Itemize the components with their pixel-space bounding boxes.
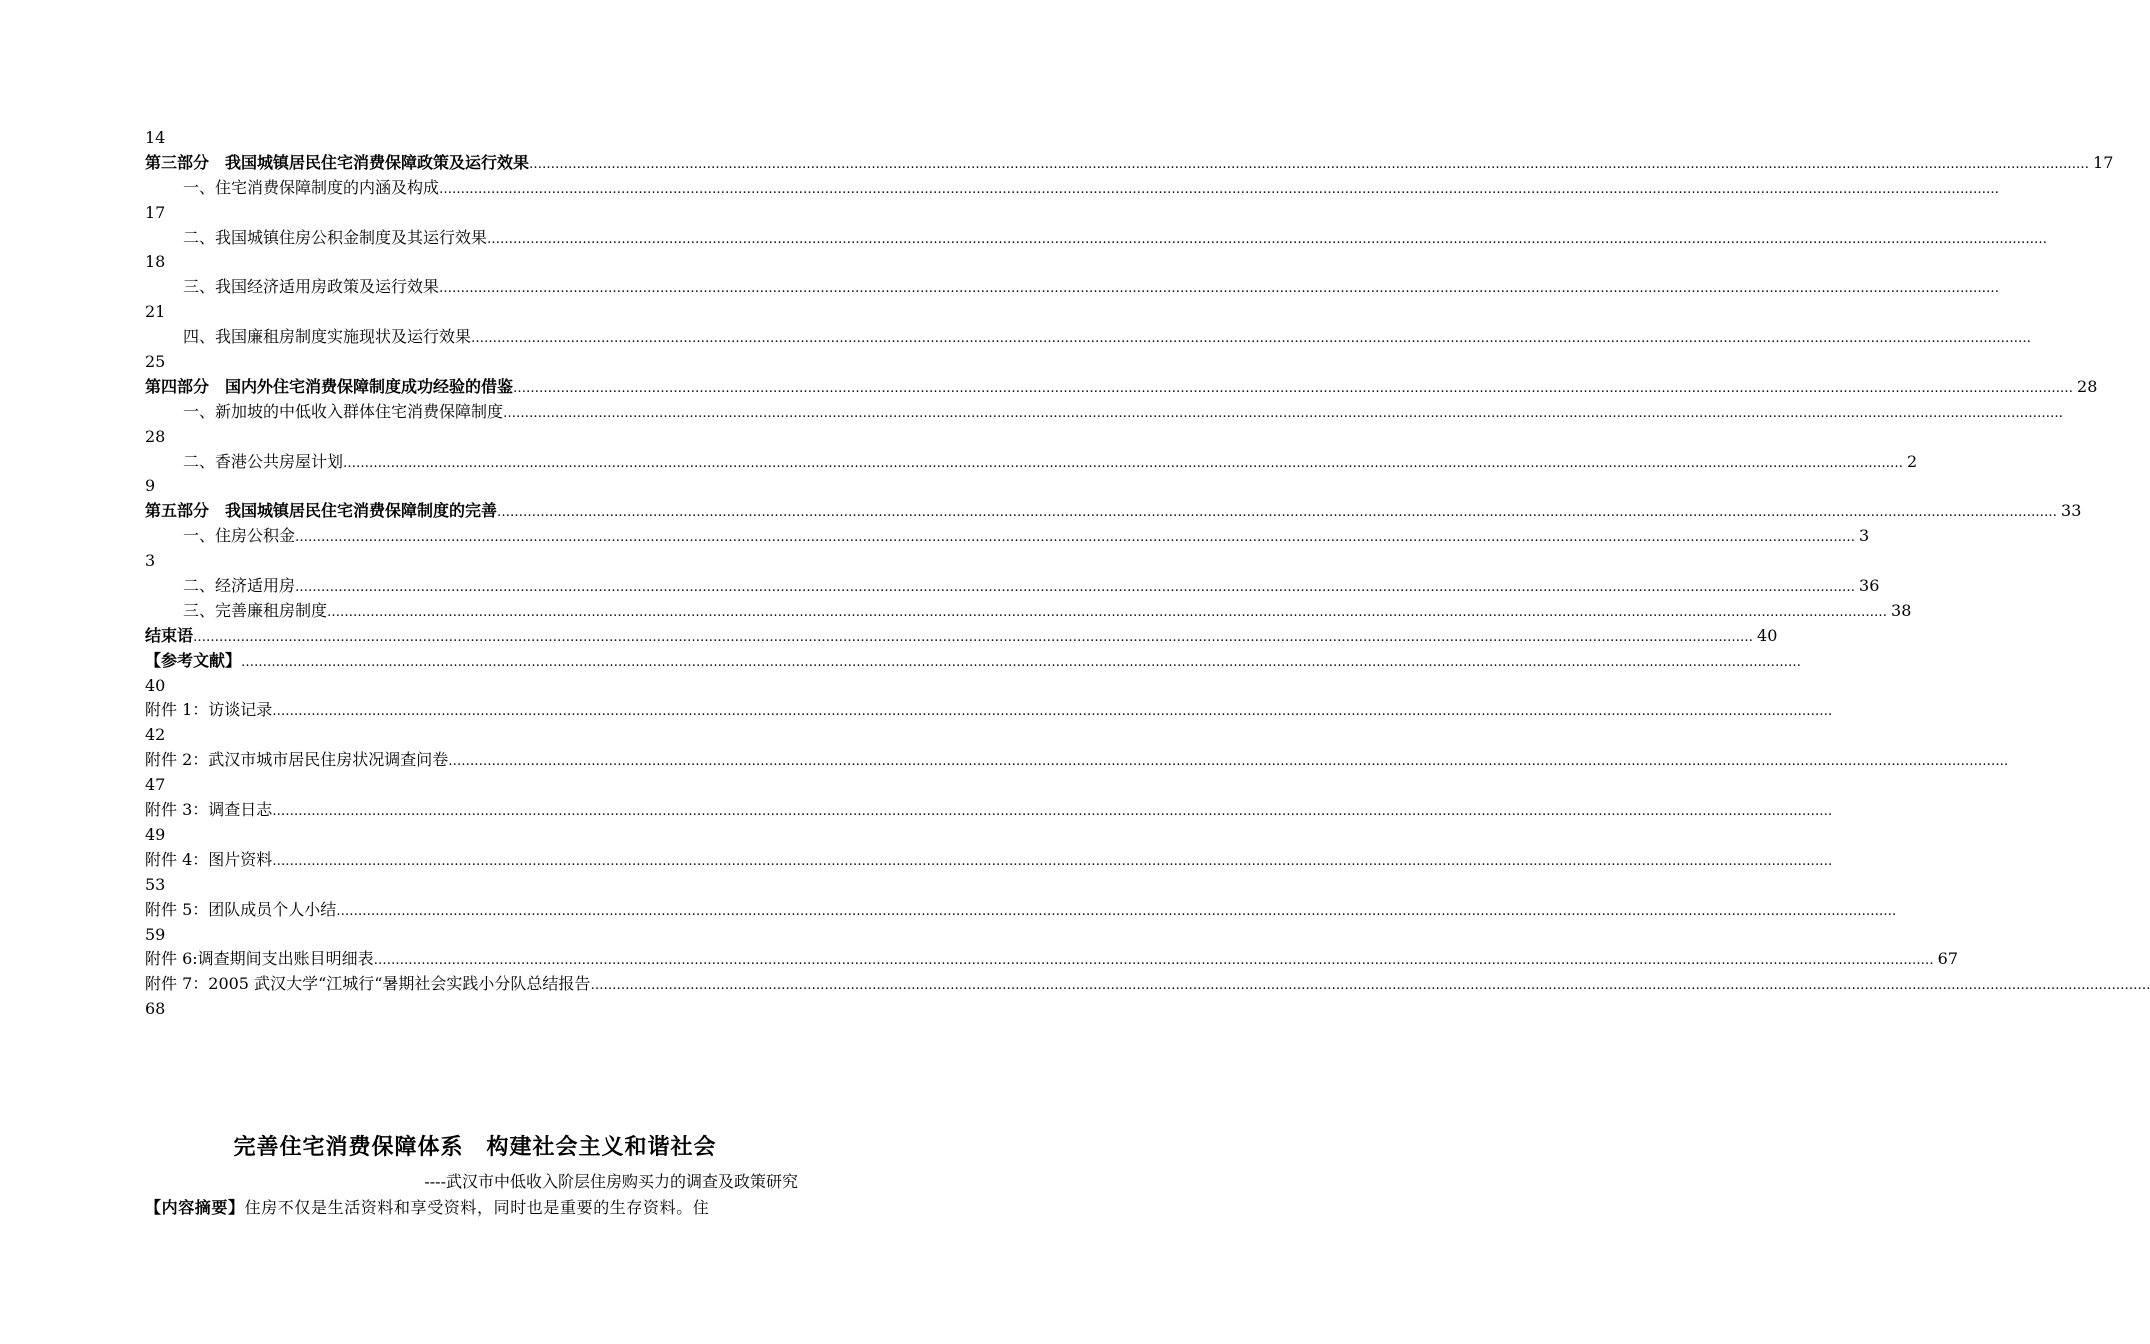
toc-line: [145, 599, 1912, 624]
toc-page-number: 9: [145, 476, 156, 496]
toc-page-number: 40: [145, 675, 166, 695]
toc-page-number: 49: [145, 824, 166, 844]
toc-page-number: 3: [1859, 526, 1870, 546]
toc-entry-label: 结束语: [145, 625, 194, 645]
toc-page-number: 28: [145, 426, 166, 446]
toc-page-number: 14: [145, 128, 166, 147]
toc-line: [145, 848, 1833, 873]
toc-dot-leader: ………………………………………………………………………………………………………………………………………………………………………………………………………………………………………………………………………………………………………………………………: [439, 281, 2000, 297]
toc-dot-leader: ………………………………………………………………………………………………………………………………………………………………………………………………………………………………………………………………………………………………………………………………: [487, 231, 2048, 247]
toc-dot-leader: ………………………………………………………………………………………………………………………………………………………………………………………………………………………………………………………………………………………………………………………………: [343, 455, 1904, 471]
toc-entry-label: 二、我国城镇住房公积金制度及其运行效果: [183, 227, 488, 247]
toc-page-number: 42: [145, 725, 166, 745]
toc-page-number: 36: [1859, 576, 1880, 596]
toc-line: [145, 176, 2000, 201]
toc-line: [145, 450, 1918, 475]
toc-entry-label: 一、新加坡的中低收入群体住宅消费保障制度: [183, 401, 504, 421]
table-of-contents: [145, 126, 2150, 1022]
toc-entry-label: 附件 1：访谈记录: [145, 700, 273, 720]
toc-line: [145, 748, 2009, 773]
document-title: 完善住宅消费保障体系 构建社会主义和谐社会: [233, 1135, 717, 1160]
toc-page-number: 28: [2077, 376, 2098, 396]
toc-dot-leader: ………………………………………………………………………………………………………………………………………………………………………………………………………………………………………………………………………………………………………………………………: [448, 754, 2009, 770]
toc-page-number: 38: [1891, 600, 1912, 620]
toc-line: [145, 300, 807, 325]
toc-dot-leader: ………………………………………………………………………………………………………………………………………………………………………………………………………………………………………………………………………………………………………………………………: [327, 604, 1888, 620]
toc-dot-leader: ………………………………………………………………………………………………………………………………………………………………………………………………………………………………………………………………………………………………………………………………: [503, 405, 2064, 421]
toc-page-number: 3: [145, 551, 156, 571]
toc-line: [145, 350, 807, 375]
toc-line: [145, 250, 807, 275]
toc-page-number: 53: [145, 874, 166, 894]
toc-entry-label: 附件 6:调查期间支出账目明细表: [145, 949, 374, 969]
toc-line: [145, 898, 1897, 923]
toc-page-number: 17: [2093, 152, 2114, 172]
toc-line: [145, 997, 807, 1022]
toc-entry-label: 附件 4：图片资料: [145, 849, 273, 869]
toc-line: [145, 325, 2032, 350]
toc-entry-label: 四、我国廉租房制度实施现状及运行效果: [183, 327, 472, 347]
toc-dot-leader: ………………………………………………………………………………………………………………………………………………………………………………………………………………………………………………………………………………………………………………………………: [193, 629, 1754, 645]
toc-entry-label: 附件 2：武汉市城市居民住房状况调查问卷: [145, 750, 449, 770]
toc-line: [145, 972, 2150, 997]
toc-page-number: 25: [145, 352, 166, 372]
toc-line: [145, 674, 807, 699]
toc-page-number: 18: [145, 252, 166, 272]
toc-line: [145, 574, 1880, 599]
abstract-label: 【内容摘要】: [145, 1198, 245, 1217]
toc-line: [145, 275, 2000, 300]
toc-dot-leader: ………………………………………………………………………………………………………………………………………………………………………………………………………………………………………………………………………………………………………………………………: [272, 704, 1833, 720]
toc-entry-label: 三、完善廉租房制度: [183, 600, 328, 620]
toc-line: [145, 126, 807, 151]
toc-line: [145, 201, 807, 226]
toc-line: [145, 773, 807, 798]
toc-page-number: 59: [145, 924, 166, 944]
toc-line: [145, 375, 2098, 400]
toc-entry-label: 一、住宅消费保障制度的内涵及构成: [183, 177, 440, 197]
toc-line: [145, 524, 1870, 549]
toc-dot-leader: ………………………………………………………………………………………………………………………………………………………………………………………………………………………………………………………………………………………………………………………………: [497, 505, 2058, 521]
toc-page-number: 47: [145, 775, 166, 795]
toc-entry-label: 二、香港公共房屋计划: [183, 451, 344, 471]
toc-line: [145, 823, 807, 848]
toc-entry-label: 二、经济适用房: [183, 576, 296, 596]
toc-dot-leader: ………………………………………………………………………………………………………………………………………………………………………………………………………………………………………………………………………………………………………………………………: [336, 903, 1897, 919]
toc-page-number: 17: [145, 202, 166, 222]
toc-line: [145, 549, 807, 574]
toc-line: [145, 649, 1802, 674]
toc-line: [145, 425, 807, 450]
toc-page-number: 33: [2061, 501, 2082, 521]
toc-page-number: 21: [145, 302, 166, 322]
toc-entry-label: 附件 3：调查日志: [145, 800, 273, 820]
abstract-paragraph: [145, 1195, 807, 1218]
toc-dot-leader: ………………………………………………………………………………………………………………………………………………………………………………………………………………………………………………………………………………………………………………………………: [513, 380, 2074, 396]
toc-dot-leader: ………………………………………………………………………………………………………………………………………………………………………………………………………………………………………………………………………………………………………………………………: [373, 953, 1934, 969]
toc-page-number: 2: [1907, 451, 1918, 471]
toc-dot-leader: ………………………………………………………………………………………………………………………………………………………………………………………………………………………………………………………………………………………………………………………………: [241, 654, 1802, 670]
toc-dot-leader: ………………………………………………………………………………………………………………………………………………………………………………………………………………………………………………………………………………………………………………………………: [272, 853, 1833, 869]
abstract-text: 住房不仅是生活资料和享受资料，同时也是重要的生存资料。住: [244, 1198, 710, 1217]
toc-entry-label: 三、我国经济适用房政策及运行效果: [183, 277, 440, 297]
toc-line: [145, 474, 807, 499]
document-subtitle: ----武汉市中低收入阶层住房购买力的调查及政策研究: [424, 1172, 798, 1191]
toc-line: [145, 873, 807, 898]
toc-dot-leader: ………………………………………………………………………………………………………………………………………………………………………………………………………………………………………………………………………………………………………………………………: [590, 978, 2150, 994]
toc-line: [145, 226, 2048, 251]
toc-line: [145, 723, 807, 748]
toc-entry-label: 第三部分 我国城镇居民住宅消费保障政策及运行效果: [145, 152, 530, 172]
toc-line: [145, 947, 1959, 972]
toc-dot-leader: ………………………………………………………………………………………………………………………………………………………………………………………………………………………………………………………………………………………………………………………………: [529, 156, 2090, 172]
toc-page-number: 68: [145, 999, 166, 1019]
toc-page-number: 40: [1757, 625, 1778, 645]
toc-dot-leader: ………………………………………………………………………………………………………………………………………………………………………………………………………………………………………………………………………………………………………………………………: [272, 804, 1833, 820]
toc-entry-label: 第四部分 国内外住宅消费保障制度成功经验的借鉴: [145, 376, 514, 396]
toc-entry-label: 【参考文献】: [145, 650, 242, 670]
toc-line: [145, 698, 1833, 723]
toc-line: [145, 624, 1778, 649]
toc-line: [145, 798, 1833, 823]
toc-entry-label: 附件 7：2005 武汉大学“江城行“暑期社会实践小分队总结报告: [145, 974, 591, 994]
toc-dot-leader: ………………………………………………………………………………………………………………………………………………………………………………………………………………………………………………………………………………………………………………………………: [295, 530, 1856, 546]
toc-line: [145, 151, 2114, 176]
toc-entry-label: 一、住房公积金: [183, 526, 296, 546]
toc-page-number: 67: [1937, 949, 1959, 969]
toc-entry-label: 第五部分 我国城镇居民住宅消费保障制度的完善: [145, 501, 498, 521]
toc-dot-leader: ………………………………………………………………………………………………………………………………………………………………………………………………………………………………………………………………………………………………………………………………: [471, 331, 2032, 347]
toc-line: [145, 923, 807, 948]
toc-line: [145, 400, 2064, 425]
toc-entry-label: 附件 5：团队成员个人小结: [145, 899, 337, 919]
toc-dot-leader: ………………………………………………………………………………………………………………………………………………………………………………………………………………………………………………………………………………………………………………………………: [295, 580, 1856, 596]
toc-line: [145, 499, 2082, 524]
toc-dot-leader: ………………………………………………………………………………………………………………………………………………………………………………………………………………………………………………………………………………………………………………………………: [439, 181, 2000, 197]
